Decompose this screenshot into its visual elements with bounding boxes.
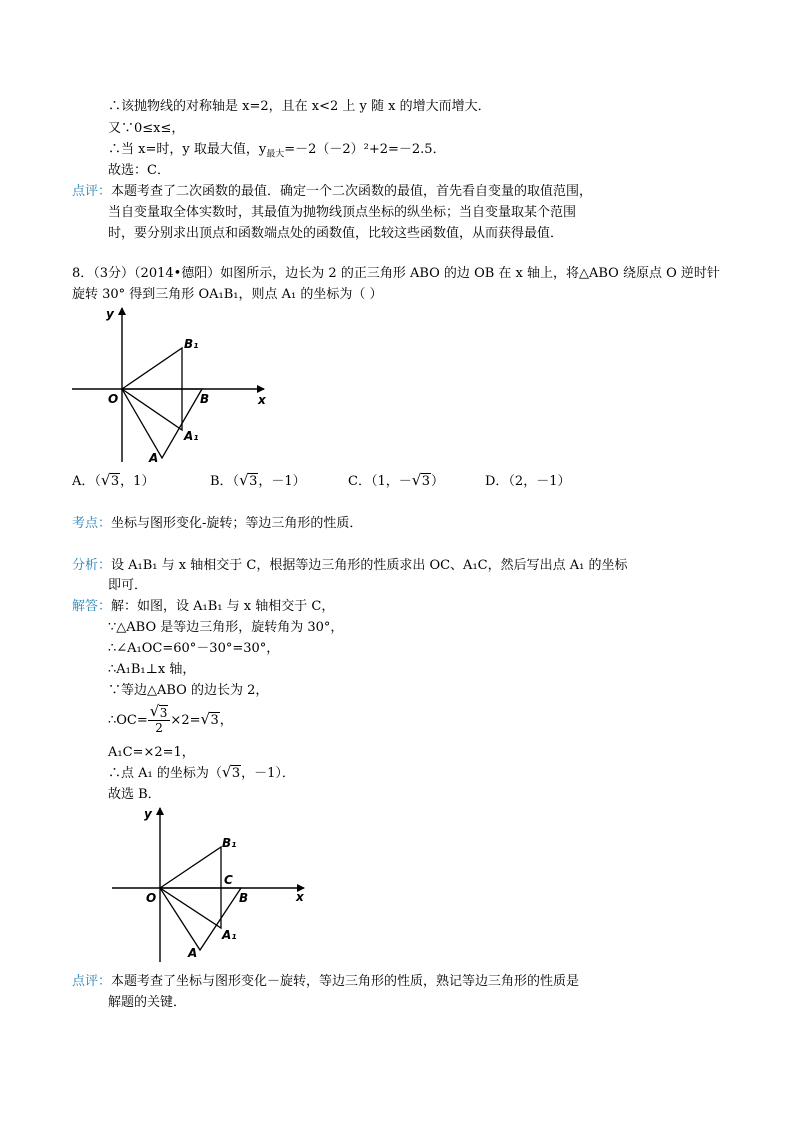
sqrt: √ 3 [239, 471, 258, 489]
subscript: 最大 [266, 149, 285, 160]
text-part: ， [219, 713, 233, 728]
figure-question [60, 300, 280, 470]
solution-line: 故选：C． [108, 163, 170, 178]
option-c[interactable] [348, 471, 445, 490]
label-x: x [296, 890, 304, 904]
label-a1: A₁ [184, 429, 199, 443]
label-x: x [258, 393, 266, 407]
label-y: y [144, 807, 152, 821]
radicand: 3 [159, 706, 168, 720]
text-part: ×2= [170, 713, 201, 728]
answer-line: ∵△ABO 是等边三角形，旋转角为 30°， [108, 620, 344, 635]
option-text: A．（ [72, 474, 101, 489]
radicand: 3 [110, 474, 120, 489]
solution-line: 又∵0≤x≤， [108, 121, 185, 136]
option-text: B．（ [210, 474, 240, 489]
answer-line: ∵等边△ABO 的边长为 2， [108, 683, 269, 698]
option-d[interactable]: D．（2，－1） [485, 474, 571, 489]
review-line [72, 184, 592, 200]
option-a[interactable] [72, 471, 155, 490]
answer-line: ∴∠A₁OC=60°－30°=30°， [108, 641, 280, 656]
keypoint-line [72, 516, 362, 532]
answer-line [108, 763, 295, 782]
sqrt: √ 3 [100, 471, 120, 489]
answer-line: 故选 B． [108, 787, 161, 802]
text-part: 本题考查了二次函数的最值．确定一个二次函数的最值，首先看自变量的取值范围， [111, 184, 593, 199]
review-line: 时，要分别求出顶点和函数端点处的函数值，比较这些函数值，从而获得最值． [108, 226, 564, 241]
review-line: 解题的关键． [108, 995, 187, 1010]
text-part: 本题考查了坐标与图形变化－旋转，等边三角形的性质，熟记等边三角形的性质是 [111, 974, 580, 989]
review-tag: 点评： [72, 184, 112, 199]
radicand: 3 [421, 474, 430, 489]
answer-tag: 解答： [72, 599, 112, 614]
text-part: 设 A₁B₁ 与 x 轴相交于 C，根据等边三角形的性质求出 OC、A₁C，然后写出点 A₁ 的坐标 [111, 558, 628, 573]
label-c: C [224, 873, 233, 887]
option-b[interactable] [210, 471, 306, 490]
text-part: =－2（－2）²+2=－2.5． [284, 142, 446, 157]
solution-line: ∴该抛物线的对称轴是 x=2，且在 x<2 上 y 随 x 的增大而增大． [108, 99, 491, 114]
text-part: 解：如图，设 A₁B₁ 与 x 轴相交于 C， [111, 599, 335, 614]
sqrt: √ 3 [411, 471, 430, 489]
keypoint-tag: 考点： [72, 516, 112, 531]
option-text: ） [431, 474, 445, 489]
label-b: B [200, 392, 210, 406]
sqrt: √ 3 [200, 710, 219, 728]
sqrt: √ 3 [221, 763, 241, 781]
review-line: 当自变量取全体实数时，其最值为抛物线顶点坐标的纵坐标；当自变量取某个范围 [108, 205, 577, 220]
question-line: 旋转 30° 得到三角形 OA₁B₁，则点 A₁ 的坐标为（ ） [72, 287, 383, 302]
solution-line [108, 142, 446, 163]
review-tag: 点评： [72, 974, 112, 989]
analysis-line [72, 558, 627, 574]
text-part: ∴点 A₁ 的坐标为（ [108, 766, 222, 781]
triangle-abo [122, 389, 202, 458]
answer-line: ∴A₁B₁⊥x 轴， [108, 662, 196, 677]
text-part: ，－1）． [241, 766, 295, 781]
option-text: C．（1，－ [348, 474, 412, 489]
analysis-tag: 分析： [72, 558, 112, 573]
label-o: O [146, 891, 157, 905]
radicand: 3 [231, 766, 241, 781]
option-text: ，－1） [258, 474, 306, 489]
text-part: ∴OC= [108, 713, 148, 728]
radicand: 3 [249, 474, 258, 489]
label-b1: B₁ [184, 337, 199, 351]
review-line [72, 974, 579, 990]
answer-line-fraction [108, 702, 233, 736]
text-part: ∴当 x=时，y 取最大值，y [108, 142, 267, 157]
figure-answer [100, 800, 320, 970]
answer-line: A₁C=×2=1， [108, 745, 195, 760]
option-text: ，1） [120, 474, 155, 489]
fraction [148, 702, 171, 735]
label-b: B [239, 891, 249, 905]
label-a: A [188, 946, 198, 960]
label-a1: A₁ [222, 928, 237, 942]
analysis-line: 即可． [108, 578, 148, 593]
label-a: A [149, 451, 159, 465]
label-b1: B₁ [222, 836, 237, 850]
answer-line [72, 599, 334, 615]
label-y: y [106, 307, 114, 321]
sqrt: √ 3 [149, 702, 168, 720]
denominator: 2 [155, 721, 163, 735]
text-part: 坐标与图形变化-旋转；等边三角形的性质． [111, 516, 363, 531]
question-line: 8．（3分）（2014•德阳）如图所示，边长为 2 的正三角形 ABO 的边 OB 在 x 轴上，将△ABO 绕原点 O 逆时针 [72, 266, 720, 281]
radicand: 3 [210, 713, 219, 728]
label-o: O [108, 392, 119, 406]
